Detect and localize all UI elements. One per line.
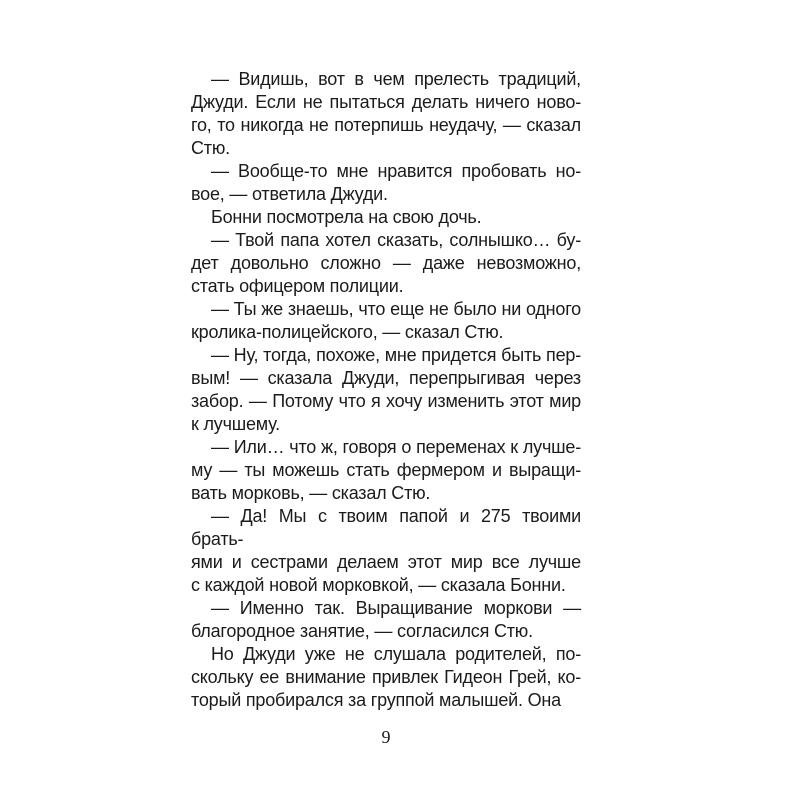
text-line: скольку ее внимание привлек Гидеон Грей, ко- xyxy=(191,667,581,687)
paragraph xyxy=(191,68,581,160)
text-line: вать морковь, — сказал Стю. xyxy=(191,483,431,503)
paragraph xyxy=(191,505,581,597)
text-line: му — ты можешь стать фермером и выращи- xyxy=(191,460,581,480)
paragraph xyxy=(191,597,581,643)
text-line: благородное занятие, — согласился Стю. xyxy=(191,621,533,641)
text-line: — Вообще-то мне нравится пробовать но- xyxy=(211,161,581,181)
text-line: Бонни посмотрела на свою дочь. xyxy=(211,207,482,227)
text-line: к лучшему. xyxy=(191,414,280,434)
paragraph xyxy=(191,436,581,505)
paragraph xyxy=(191,643,581,712)
text-line: — Твой папа хотел сказать, солнышко… бу- xyxy=(211,230,581,250)
text-line: го, то никогда не потерпишь неудачу, — сказал xyxy=(191,115,581,135)
text-line: — Или… что ж, говоря о переменах к лучше- xyxy=(211,437,581,457)
text-line: забор. — Потому что я хочу изменить этот мир xyxy=(191,391,581,411)
text-line: торый пробирался за группой малышей. Она xyxy=(191,690,561,710)
text-line: Стю. xyxy=(191,138,230,158)
text-line: — Ну, тогда, похоже, мне придется быть пер- xyxy=(211,345,581,365)
paragraph xyxy=(191,206,581,229)
text-line: вым! — сказала Джуди, перепрыгивая через xyxy=(191,368,581,388)
text-line: Джуди. Если не пытаться делать ничего ново- xyxy=(191,92,581,112)
paragraph xyxy=(191,229,581,298)
paragraph xyxy=(191,160,581,206)
text-line: — Видишь, вот в чем прелесть традиций, xyxy=(211,69,581,89)
text-block xyxy=(191,68,581,712)
text-line: стать офицером полиции. xyxy=(191,276,404,296)
paragraph xyxy=(191,298,581,344)
text-line: дет довольно сложно — даже невозможно, xyxy=(191,253,581,273)
paragraph xyxy=(191,344,581,436)
text-line: — Да! Мы с твоим папой и 275 твоими брать- xyxy=(191,506,581,549)
text-line: ями и сестрами делаем этот мир все лучше xyxy=(191,552,581,572)
text-line: вое, — ответила Джуди. xyxy=(191,184,388,204)
text-line: — Ты же знаешь, что еще не было ни одного xyxy=(211,299,581,319)
page-number: 9 xyxy=(381,727,391,747)
text-line: с каждой новой морковкой, — сказала Бонни. xyxy=(191,575,566,595)
text-line: кролика-полицейского, — сказал Стю. xyxy=(191,322,504,342)
text-line: — Именно так. Выращивание моркови — xyxy=(211,598,581,618)
text-line: Но Джуди уже не слушала родителей, по- xyxy=(211,644,581,664)
